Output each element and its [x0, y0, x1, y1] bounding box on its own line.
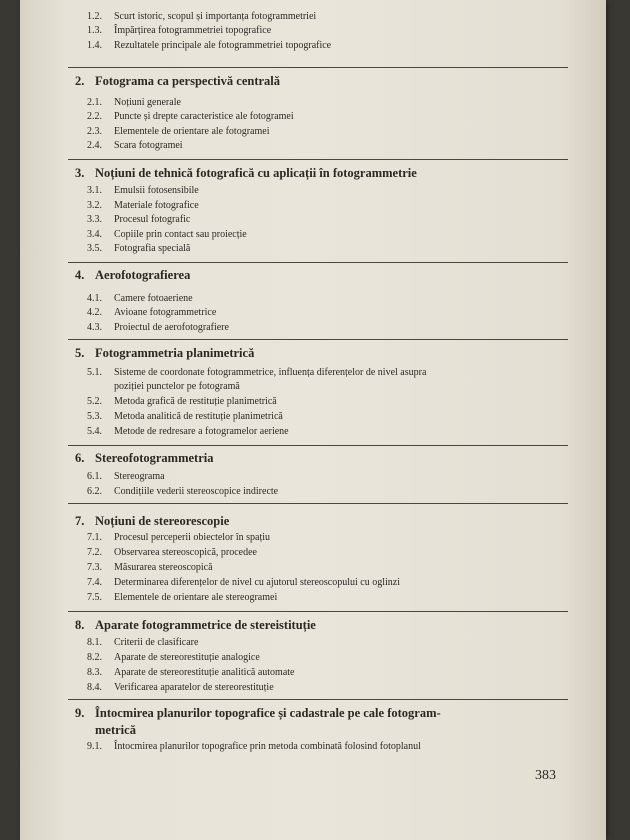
- entry-number: 5.2.: [87, 396, 102, 407]
- entry-number: 1.2.: [87, 11, 102, 22]
- chapter-title: Aparate fotogrammetrice de stereistituție: [95, 618, 316, 632]
- entry-title: Fotografia specială: [114, 243, 191, 254]
- entry-title: Noțiuni generale: [114, 97, 181, 108]
- entry-number: 2.3.: [87, 126, 102, 137]
- chapter-number: 9.: [75, 706, 85, 720]
- entry-title: Sisteme de coordonate fotogrammetrice, influența diferențelor de nivel asupra: [114, 367, 427, 378]
- chapter-number: 2.: [75, 74, 85, 88]
- entry-number: 1.3.: [87, 25, 102, 36]
- entry-number: 3.1.: [87, 185, 102, 196]
- section-divider: [68, 445, 568, 446]
- table-of-contents: [20, 0, 606, 840]
- entry-title: Determinarea diferențelor de nivel cu ajutorul stereoscopului cu oglinzi: [114, 577, 401, 588]
- entry-number: 1.4.: [87, 40, 102, 51]
- entry-title: Emulsii fotosensibile: [114, 185, 199, 196]
- entry-title: Avioane fotogrammetrice: [114, 307, 217, 318]
- entry-number: 5.1.: [87, 367, 102, 378]
- chapter-title: Noțiuni de stereorescopie: [95, 514, 230, 528]
- entry-title: Aparate de stereorestituție analitică automate: [114, 667, 295, 678]
- entry-title: Metode de redresare a fotogramelor aeriene: [114, 426, 289, 437]
- entry-title: Procesul perceperii obiectelor în spațiu: [114, 532, 271, 543]
- chapter-number: 3.: [75, 166, 85, 180]
- chapter-title: Stereofotogrammetria: [95, 451, 214, 465]
- entry-number: 7.2.: [87, 547, 102, 558]
- entry-title: Observarea stereoscopică, procedee: [114, 547, 257, 558]
- section-divider: [68, 611, 568, 612]
- chapter-title: Noțiuni de tehnică fotografică cu aplicații în fotogrammetrie: [95, 166, 417, 180]
- entry-number: 5.4.: [87, 426, 102, 437]
- section-divider: [68, 159, 568, 160]
- entry-number: 4.1.: [87, 293, 102, 304]
- entry-title: Metoda analitică de restituție planimetrică: [114, 411, 283, 422]
- section-divider: [68, 67, 568, 68]
- entry-number: 8.3.: [87, 667, 102, 678]
- entry-number: 4.3.: [87, 322, 102, 333]
- section-divider: [68, 503, 568, 504]
- entry-title: Scara fotogramei: [114, 140, 183, 151]
- chapter-title: metrică: [95, 723, 136, 737]
- entry-number: 3.2.: [87, 200, 102, 211]
- entry-number: 2.4.: [87, 140, 102, 151]
- entry-number: 8.2.: [87, 652, 102, 663]
- entry-title: Metoda grafică de restituție planimetrică: [114, 396, 277, 407]
- chapter-number: 5.: [75, 346, 85, 360]
- entry-title: Criterii de clasificare: [114, 637, 199, 648]
- chapter-number: 6.: [75, 451, 85, 465]
- entry-number: 7.4.: [87, 577, 102, 588]
- section-divider: [68, 339, 568, 340]
- section-divider: [68, 699, 568, 700]
- entry-title: Verificarea aparatelor de stereorestituție: [114, 682, 274, 693]
- entry-title: Procesul fotografic: [114, 214, 191, 225]
- entry-number: 3.3.: [87, 214, 102, 225]
- entry-title: poziției punctelor pe fotogramă: [114, 381, 240, 392]
- entry-title: Camere fotoaeriene: [114, 293, 193, 304]
- entry-number: 7.3.: [87, 562, 102, 573]
- chapter-number: 8.: [75, 618, 85, 632]
- entry-title: Proiectul de aerofotografiere: [114, 322, 229, 333]
- chapter-title: Aerofotografierea: [95, 268, 191, 282]
- section-divider: [68, 262, 568, 263]
- entry-number: 9.1.: [87, 741, 102, 752]
- entry-title: Copiile prin contact sau proiecție: [114, 229, 247, 240]
- entry-number: 3.4.: [87, 229, 102, 240]
- entry-title: Rezultatele principale ale fotogrammetriei topografice: [114, 40, 332, 51]
- entry-number: 6.2.: [87, 486, 102, 497]
- chapter-number: 4.: [75, 268, 85, 282]
- chapter-title: Întocmirea planurilor topografice și cadastrale pe cale fotogram-: [95, 706, 441, 720]
- entry-number: 4.2.: [87, 307, 102, 318]
- entry-title: Stereograma: [114, 471, 165, 482]
- entry-number: 5.3.: [87, 411, 102, 422]
- chapter-number: 7.: [75, 514, 85, 528]
- chapter-title: Fotogrammetria planimetrică: [95, 346, 255, 360]
- entry-title: Scurt istoric, scopul și importanța fotogrammetriei: [114, 11, 317, 22]
- entry-title: Măsurarea stereoscopică: [114, 562, 213, 573]
- entry-number: 6.1.: [87, 471, 102, 482]
- entry-title: Aparate de stereorestituție analogice: [114, 652, 260, 663]
- entry-title: Condițiile vederii stereoscopice indirecte: [114, 486, 279, 497]
- entry-title: Materiale fotografice: [114, 200, 199, 211]
- chapter-title: Fotograma ca perspectivă centrală: [95, 74, 281, 88]
- entry-title: Împărțirea fotogrammetriei topografice: [114, 25, 272, 36]
- book-page: [20, 0, 606, 840]
- entry-title: Elementele de orientare ale stereogramei: [114, 592, 278, 603]
- page-number: 383: [535, 768, 556, 783]
- entry-title: Puncte și drepte caracteristice ale fotogramei: [114, 111, 294, 122]
- entry-number: 7.5.: [87, 592, 102, 603]
- entry-title: Întocmirea planurilor topografice prin metoda combinată folosind fotoplanul: [114, 741, 421, 752]
- entry-number: 8.1.: [87, 637, 102, 648]
- entry-number: 2.1.: [87, 97, 102, 108]
- entry-number: 3.5.: [87, 243, 102, 254]
- entry-number: 8.4.: [87, 682, 102, 693]
- entry-title: Elementele de orientare ale fotogramei: [114, 126, 270, 137]
- entry-number: 2.2.: [87, 111, 102, 122]
- entry-number: 7.1.: [87, 532, 102, 543]
